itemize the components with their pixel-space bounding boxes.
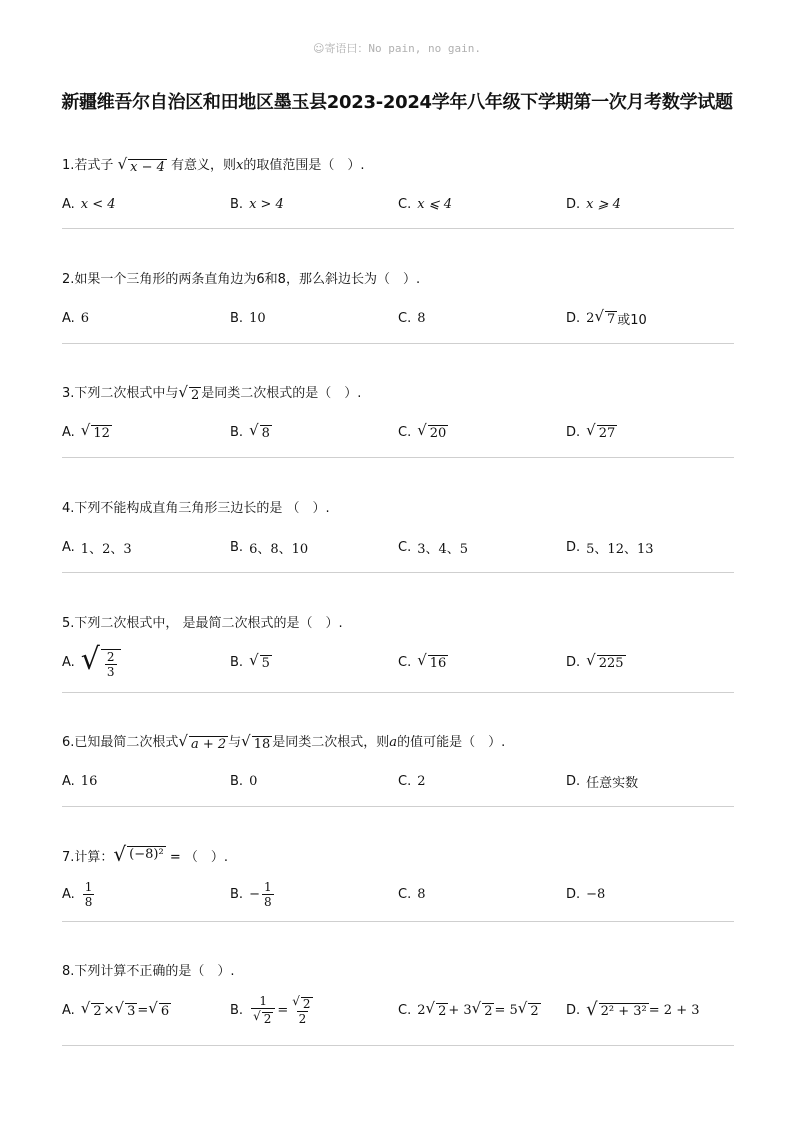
question-1-stem: 1.若式子 √ x − 4 有意义，则x的取值范围是（ ）. <box>62 155 365 175</box>
option-b[interactable]: B. 6、8、10 <box>230 539 309 557</box>
question-6-stem: 6.已知最简二次根式 √ a + 2 与 √ 18 是同类二次根式，则a的值可能是（ ）. <box>62 732 506 752</box>
option-a[interactable]: A. 16 <box>62 773 98 789</box>
sqrt-expression: √ x − 4 <box>117 155 165 175</box>
option-d[interactable]: D. −8 <box>566 886 606 902</box>
divider <box>62 692 734 693</box>
option-d[interactable]: D. 任意实数 <box>566 773 639 791</box>
option-c[interactable]: C. 8 <box>398 310 426 326</box>
option-c[interactable]: C. √ 16 <box>398 650 447 671</box>
option-c[interactable]: C. √ 20 <box>398 420 447 441</box>
divider <box>62 572 734 573</box>
question-3-stem: 3.下列二次根式中与 √ 2 是同类二次根式的是（ ）. <box>62 383 362 403</box>
option-c[interactable]: C. 8 <box>398 886 426 902</box>
question-2-stem: 2.如果一个三角形的两条直角边为6和8，那么斜边长为（ ）. <box>62 272 421 287</box>
option-c[interactable]: C. 3、4、5 <box>398 539 469 557</box>
option-b[interactable]: B. x > 4 <box>230 196 284 212</box>
option-c[interactable]: C. 2 <box>398 773 426 789</box>
divider <box>62 343 734 344</box>
option-b[interactable]: B. − $\frac{1}{8}$ <box>230 879 272 909</box>
question-4-stem: 4.下列不能构成直角三角形三边长的是 （ ）. <box>62 501 330 516</box>
question-8 <box>62 960 734 1030</box>
option-d[interactable]: D. 5、12、13 <box>566 539 654 557</box>
question-4 <box>62 497 734 567</box>
option-b[interactable]: B. 10 <box>230 310 266 326</box>
option-c[interactable]: C. x ⩽ 4 <box>398 196 452 212</box>
question-5 <box>62 612 734 682</box>
question-1 <box>62 154 734 224</box>
option-b[interactable]: B. √ 5 <box>230 650 270 671</box>
question-6 <box>62 731 734 801</box>
option-a[interactable]: A. √ 2 × √ 3 = √ 6 <box>62 998 170 1019</box>
option-a[interactable]: A. 6 <box>62 310 90 326</box>
option-a[interactable]: A. √ $\frac{2}{3}$ <box>62 642 121 682</box>
option-b[interactable]: B. 1 √ 2 = √ 2 2 <box>230 994 311 1026</box>
divider <box>62 806 734 807</box>
question-5-stem: 5.下列二次根式中， 是最简二次根式的是（ ）. <box>62 616 343 631</box>
question-7-stem: 7.计算： √ (−8)² = （ ）. <box>62 842 228 866</box>
question-7 <box>62 844 734 914</box>
option-b[interactable]: B. 0 <box>230 773 258 789</box>
option-d[interactable]: D. x ⩾ 4 <box>566 196 621 212</box>
motto-header <box>0 40 794 56</box>
question-2 <box>62 268 734 338</box>
option-a[interactable]: A. √ 12 <box>62 420 110 441</box>
option-b[interactable]: B. √ 8 <box>230 420 270 441</box>
motto-text: 寄语曰：No pain, no gain. <box>324 42 482 55</box>
divider <box>62 228 734 229</box>
question-3 <box>62 382 734 452</box>
divider <box>62 457 734 458</box>
option-d[interactable]: D. 2 √ 7 或10 <box>566 306 647 328</box>
divider <box>62 921 734 922</box>
option-a[interactable]: A. 1、2、3 <box>62 539 132 557</box>
page-title: 新疆维吾尔自治区和田地区墨玉县2023-2024学年八年级下学期第一次月考数学试题 <box>61 92 733 113</box>
option-d[interactable]: D. √ 225 <box>566 650 624 671</box>
option-d[interactable]: D. √ 2² + 3² = 2 + 3 <box>566 998 700 1020</box>
smile-icon: ☺ <box>312 42 325 55</box>
option-c[interactable]: C. 2 √ 2 + 3 √ 2 = 5 √ 2 <box>398 998 539 1019</box>
option-a[interactable]: A. x < 4 <box>62 196 116 212</box>
option-d[interactable]: D. √ 27 <box>566 420 616 441</box>
option-a[interactable]: A. $\frac{1}{8}$ <box>62 879 93 909</box>
question-8-stem: 8.下列计算不正确的是（ ）. <box>62 964 235 979</box>
divider <box>62 1045 734 1046</box>
